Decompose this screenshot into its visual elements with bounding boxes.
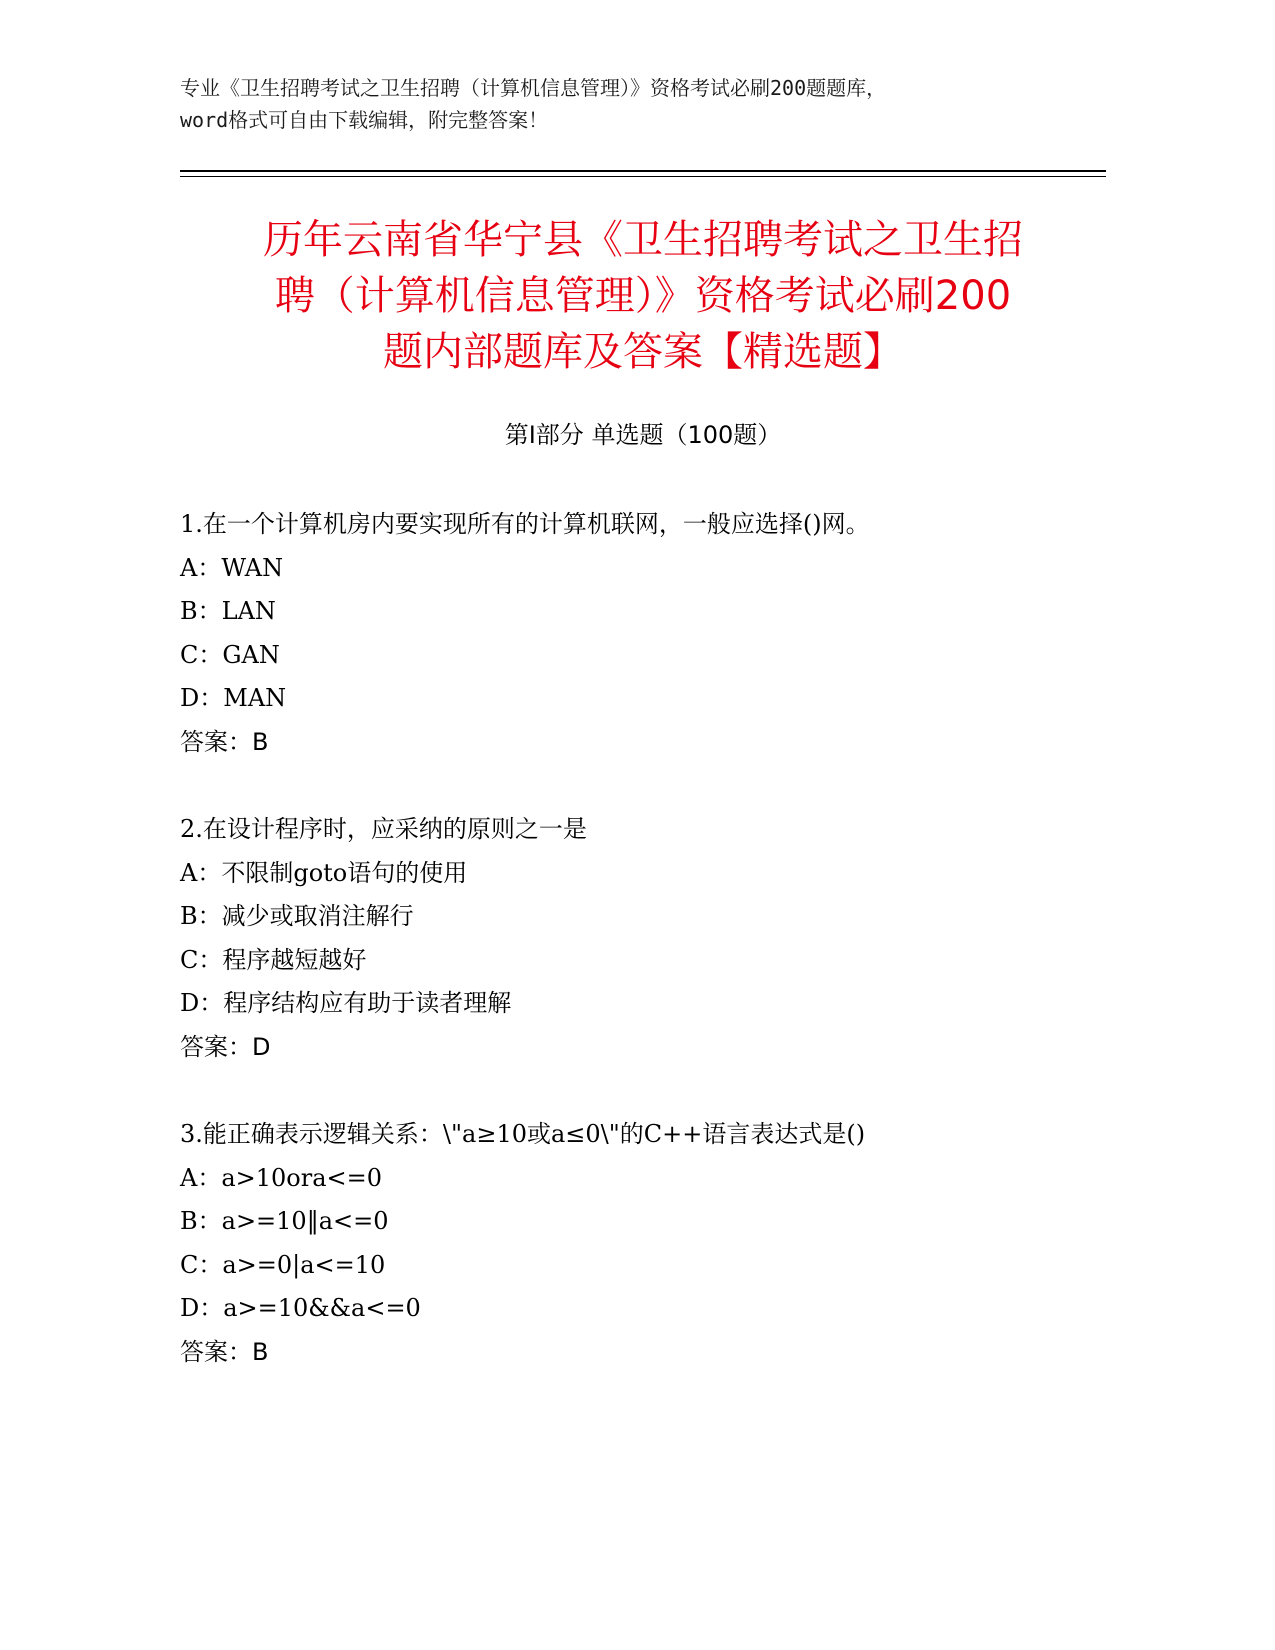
title-line-3: 题内部题库及答案【精选题】: [383, 329, 903, 375]
option-c: C：程序越短越好: [180, 945, 367, 974]
document-title: [180, 212, 1106, 380]
section-heading: 第Ⅰ部分 单选题（100题）: [504, 421, 782, 449]
question-text: 3.能正确表示逻辑关系：\"a≥10或a≤0\"的C++语言表达式是(): [180, 1120, 866, 1148]
header-line-1: 专业《卫生招聘考试之卫生招聘（计算机信息管理）》资格考试必刷200题题库，: [180, 76, 887, 100]
question-text: 1.在一个计算机房内要实现所有的计算机联网，一般应选择()网。: [180, 510, 870, 538]
question-1: [180, 503, 1120, 764]
header-line-2: word格式可自由下载编辑，附完整答案！: [180, 108, 549, 132]
option-a: A：a>10ora<=0: [180, 1163, 383, 1192]
title-line-2: 聘（计算机信息管理）》资格考试必刷200: [274, 273, 1012, 319]
option-c: C：a>=0|a<=10: [180, 1250, 386, 1279]
document-header: [180, 72, 1040, 136]
option-a: A：不限制goto语句的使用: [180, 858, 468, 887]
question-3: [180, 1113, 1120, 1374]
question-2: [180, 808, 1120, 1069]
option-b: B：LAN: [180, 597, 276, 625]
answer: 答案：B: [180, 727, 269, 756]
answer: 答案：D: [180, 1032, 271, 1061]
option-c: C：GAN: [180, 640, 280, 669]
option-d: D：程序结构应有助于读者理解: [180, 989, 512, 1017]
answer: 答案：B: [180, 1337, 269, 1366]
option-d: D：a>=10&&a<=0: [180, 1294, 421, 1322]
option-a: A：WAN: [180, 553, 284, 582]
title-line-1: 历年云南省华宁县《卫生招聘考试之卫生招: [263, 217, 1023, 263]
option-b: B：减少或取消注解行: [180, 902, 414, 930]
question-text: 2.在设计程序时，应采纳的原则之一是: [180, 815, 587, 843]
header-divider-thick: [180, 170, 1106, 172]
option-b: B：a>=10‖a<=0: [180, 1207, 389, 1235]
option-d: D：MAN: [180, 684, 287, 712]
header-divider-thin: [180, 176, 1106, 177]
